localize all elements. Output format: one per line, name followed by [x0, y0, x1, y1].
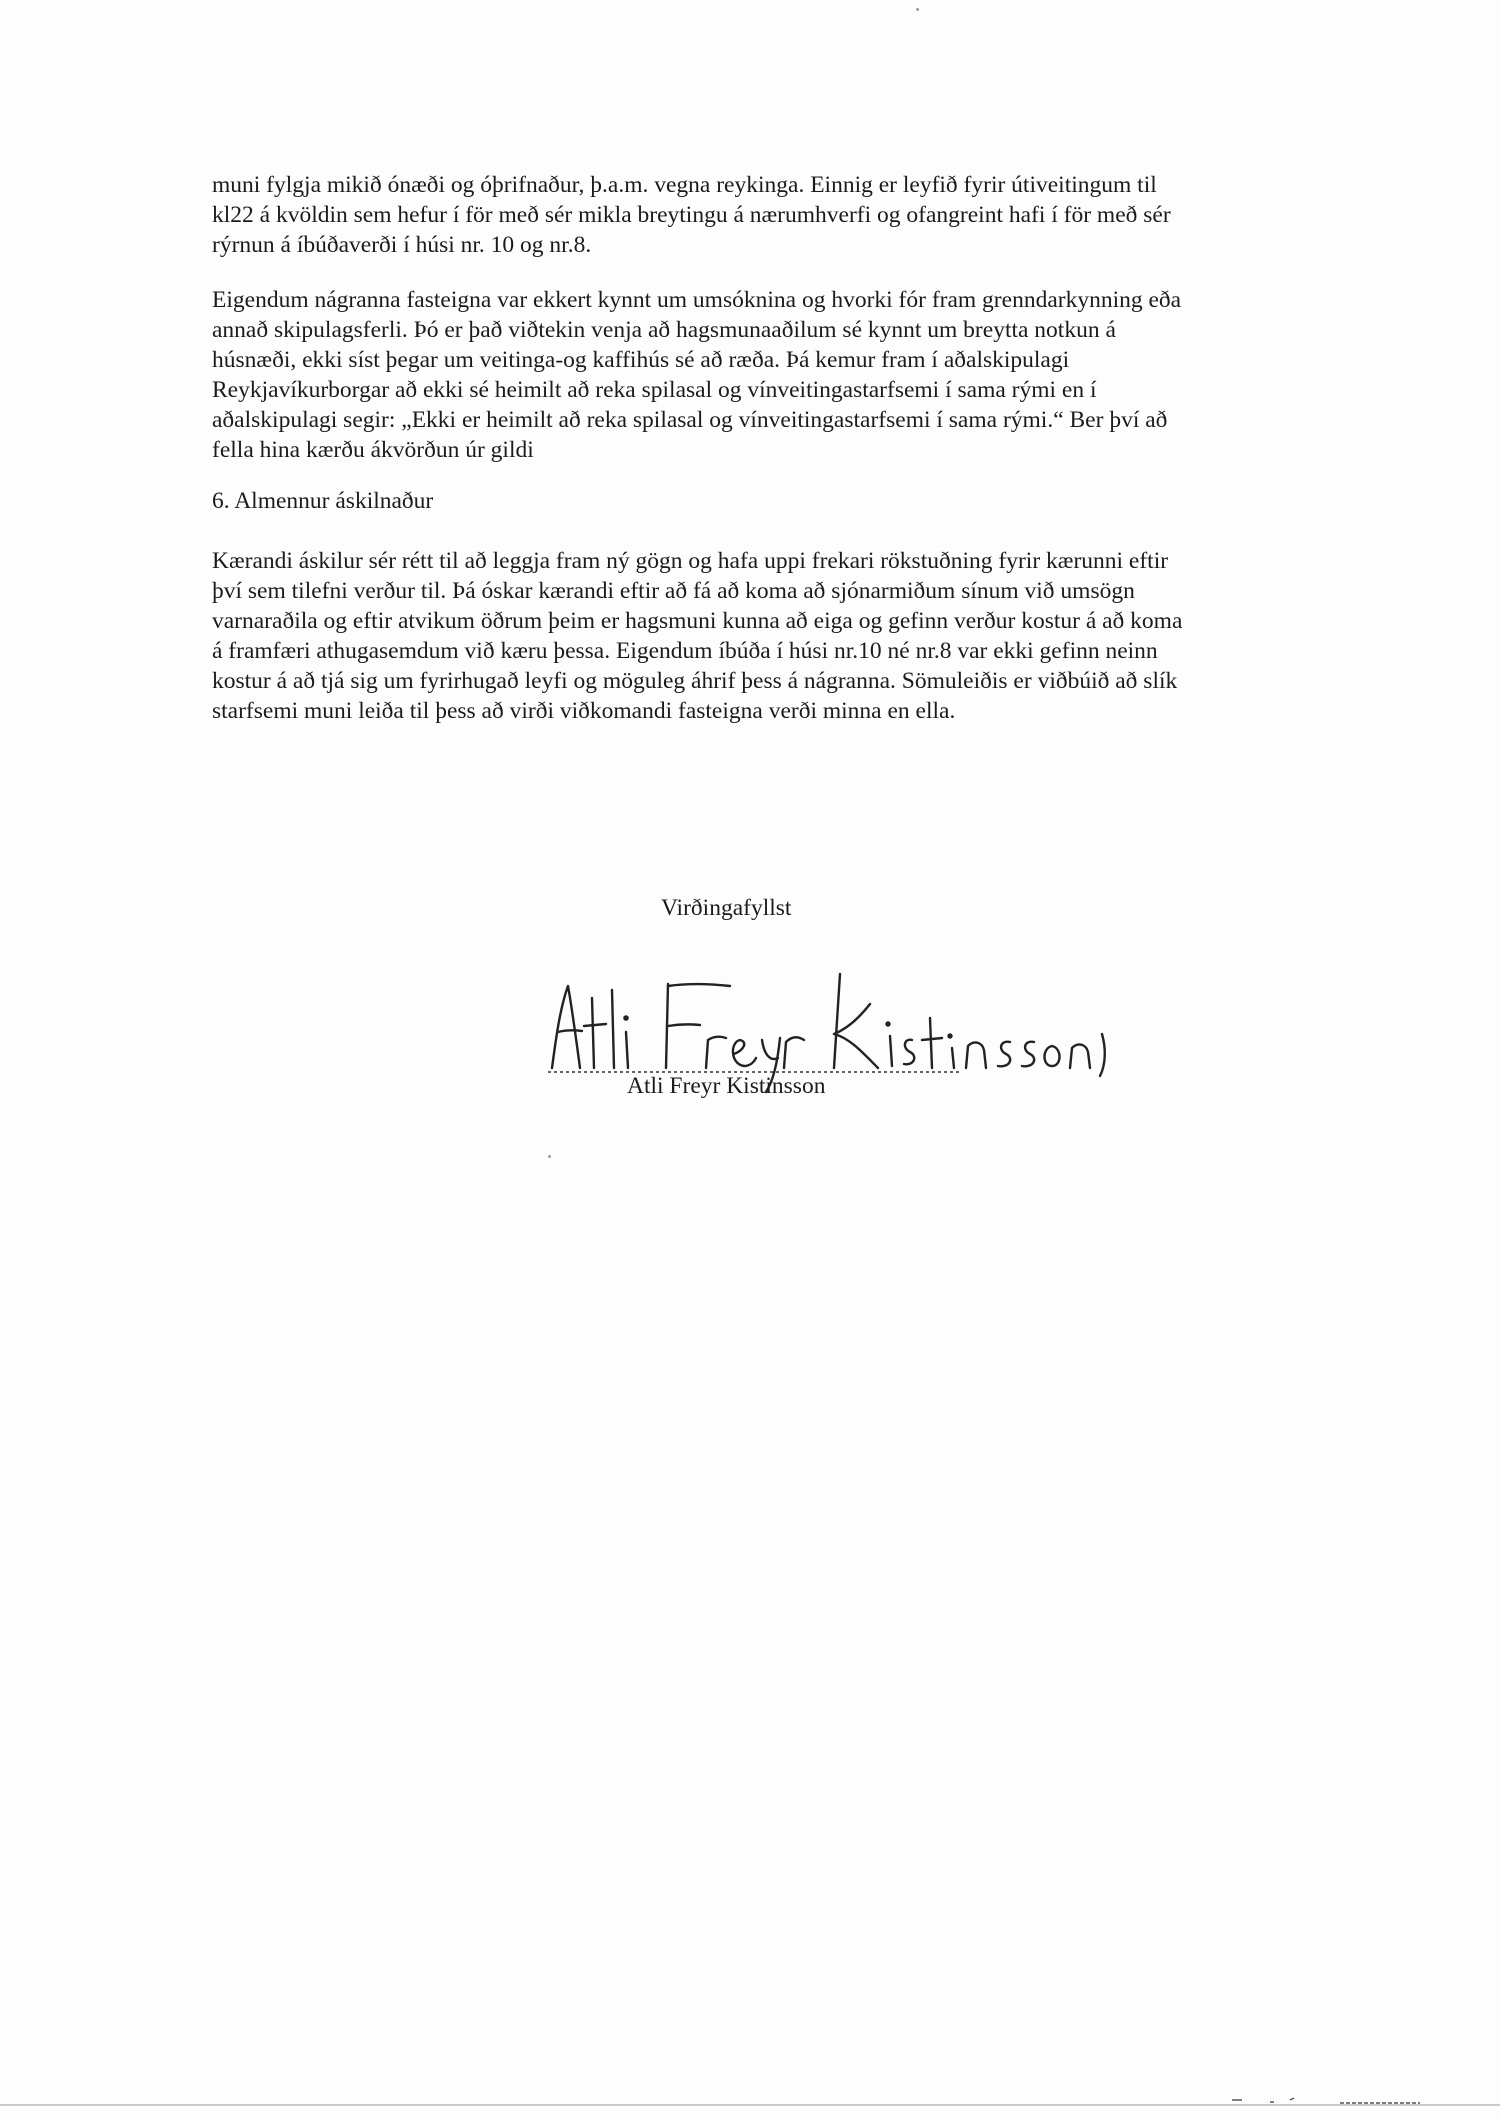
- paragraph-reasons: [212, 170, 1272, 260]
- text-line: kl22 á kvöldin sem hefur í för með sér mikla breytingu á nærumhverfi og ofangreint hafi í för með sér: [212, 202, 1171, 228]
- signatory-name: Atli Freyr Kistinsson: [627, 1073, 826, 1099]
- text-line: annað skipulagsferli. Þó er það viðtekin venja að hagsmunaaðilum sé kynnt um breytta notkun á: [212, 317, 1116, 343]
- text-line: rýrnun á íbúðaverði í húsi nr. 10 og nr.8.: [212, 232, 592, 258]
- scan-speck: [916, 8, 919, 11]
- paragraph-reservation: [212, 546, 1272, 726]
- text-line: Reykjavíkurborgar að ekki sé heimilt að reka spilasal og vínveitingastarfsemi í sama rými en í: [212, 377, 1097, 403]
- closing-salutation: Virðingafyllst: [661, 895, 792, 921]
- text-line: því sem tilefni verður til. Þá óskar kærandi eftir að fá að koma að sjónarmiðum sínum við umsögn: [212, 578, 1135, 604]
- section-heading-text: 6. Almennur áskilnaður: [212, 488, 434, 514]
- text-line: Eigendum nágranna fasteigna var ekkert kynnt um umsóknina og hvorki fór fram grenndarkynning eða: [212, 287, 1182, 313]
- text-line: fella hina kærðu ákvörðun úr gildi: [212, 437, 534, 463]
- text-line: húsnæði, ekki síst þegar um veitinga-og kaffihús sé að ræða. Þá kemur fram í aðalskipulagi: [212, 347, 1070, 373]
- text-line: starfsemi muni leiða til þess að virði viðkomandi fasteigna verði minna en ella.: [212, 698, 956, 724]
- section-heading: [212, 486, 1272, 516]
- text-line: kostur á að tjá sig um fyrirhugað leyfi og möguleg áhrif þess á nágranna. Sömuleiðis er viðbúið að slík: [212, 668, 1178, 694]
- scan-speck: [548, 1155, 551, 1158]
- text-line: Kærandi áskilur sér rétt til að leggja fram ný gögn og hafa uppi frekari rökstuðning fyrir kærunni eftir: [212, 548, 1169, 574]
- paragraph-no-notification: [212, 285, 1272, 465]
- text-line: muni fylgja mikið ónæði og óþrifnaður, þ.a.m. vegna reykinga. Einnig er leyfið fyrir útiveitingum til: [212, 172, 1157, 198]
- text-line: varnaraðila og eftir atvikum öðrum þeim er hagsmuni kunna að eiga og gefinn verður kostur á að koma: [212, 608, 1183, 634]
- scan-corner-marks: [1230, 2094, 1450, 2106]
- text-line: á framfæri athugasemdum við kæru þessa. Eigendum íbúða í húsi nr.10 né nr.8 var ekki gefinn neinn: [212, 638, 1158, 664]
- text-line: aðalskipulagi segir: „Ekki er heimilt að reka spilasal og vínveitingastarfsemi í sama rými.“ Ber því að: [212, 407, 1168, 433]
